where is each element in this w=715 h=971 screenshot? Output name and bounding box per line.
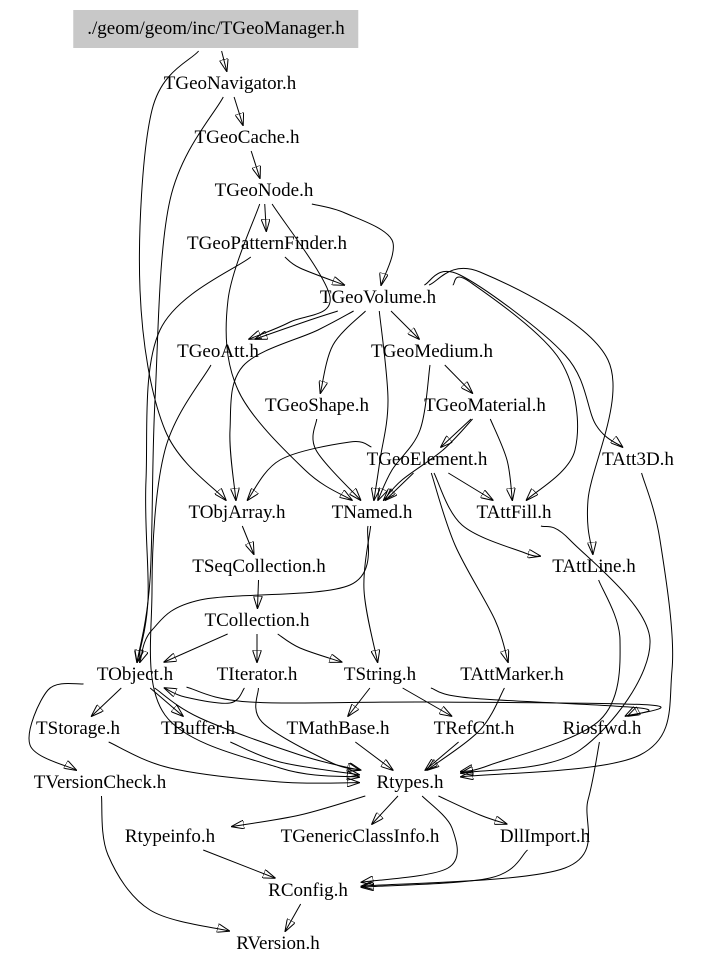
edge-TGeoElement-to-TObjArray bbox=[248, 442, 372, 500]
edge-TNamed-to-TString bbox=[364, 526, 378, 662]
edge-TGeoElement-to-TAttFill bbox=[448, 473, 492, 500]
node-RVersion[interactable]: RVersion.h bbox=[236, 933, 320, 954]
edge-TBuffer-to-Rtypes bbox=[230, 742, 359, 775]
node-TGeoNavigator[interactable]: TGeoNavigator.h bbox=[163, 73, 297, 94]
node-TGeoPatternFinder[interactable]: TGeoPatternFinder.h bbox=[187, 233, 347, 254]
edge-TGeoVolume-to-TNamed bbox=[374, 311, 388, 500]
edge-TGeoNavigator-to-TGeoCache bbox=[234, 97, 243, 125]
node-TIterator[interactable]: TIterator.h bbox=[216, 664, 298, 685]
edge-TSeqCollection-to-TCollection bbox=[257, 580, 258, 608]
node-TGenericClassInfo[interactable]: TGenericClassInfo.h bbox=[280, 826, 440, 847]
edge-TGeoMaterial-to-TAttFill bbox=[490, 419, 512, 500]
edge-Rtypes-to-DllImport bbox=[438, 796, 506, 824]
edge-TObjArray-to-TSeqCollection bbox=[242, 526, 253, 554]
edge-DllImport-to-RConfig bbox=[362, 850, 528, 887]
node-TAttLine[interactable]: TAttLine.h bbox=[552, 556, 636, 577]
edge-TNamed-to-TObject bbox=[140, 526, 369, 662]
node-TGeoVolume[interactable]: TGeoVolume.h bbox=[319, 287, 437, 308]
edge-TGeoElement-to-TNamed bbox=[385, 473, 413, 500]
edge-TGeoMedium-to-TNamed bbox=[378, 365, 430, 500]
node-Rtypes[interactable]: Rtypes.h bbox=[376, 772, 444, 793]
node-TAttMarker[interactable]: TAttMarker.h bbox=[460, 664, 564, 685]
node-TGeoMaterial[interactable]: TGeoMaterial.h bbox=[424, 395, 546, 416]
edge-TGeoManager-to-TGeoNavigator bbox=[222, 51, 227, 71]
edge-TGeoVolume-to-TGeoAtt bbox=[255, 311, 337, 339]
node-TStorage[interactable]: TStorage.h bbox=[36, 718, 120, 739]
edge-TGeoMaterial-to-TGeoElement bbox=[441, 419, 471, 447]
node-TObjArray[interactable]: TObjArray.h bbox=[188, 502, 286, 523]
node-TGeoElement[interactable]: TGeoElement.h bbox=[366, 449, 488, 470]
node-RConfig[interactable]: RConfig.h bbox=[268, 880, 348, 901]
edge-TGeoMedium-to-TGeoMaterial bbox=[445, 365, 472, 393]
node-TBuffer[interactable]: TBuffer.h bbox=[160, 718, 236, 739]
edge-Riosfwd-to-RConfig bbox=[362, 742, 600, 886]
edge-TGeoVolume-to-TGeoMedium bbox=[391, 311, 419, 339]
node-Riosfwd[interactable]: Riosfwd.h bbox=[562, 718, 642, 739]
edge-TIterator-to-TObject bbox=[165, 688, 245, 703]
node-TString[interactable]: TString.h bbox=[343, 664, 417, 685]
edge-TObject-to-TBuffer bbox=[150, 688, 183, 716]
node-TMathBase[interactable]: TMathBase.h bbox=[286, 718, 390, 739]
node-TRefCnt[interactable]: TRefCnt.h bbox=[433, 718, 515, 739]
node-DllImport[interactable]: DllImport.h bbox=[499, 826, 591, 847]
edge-Rtypeinfo-to-RConfig bbox=[203, 850, 275, 878]
edge-TGeoCache-to-TGeoNode bbox=[251, 151, 260, 178]
edge-TMathBase-to-Rtypes bbox=[355, 742, 392, 770]
edge-RConfig-to-RVersion bbox=[285, 904, 300, 931]
edge-Rtypes-to-Rtypeinfo bbox=[232, 796, 365, 827]
node-Rtypeinfo[interactable]: Rtypeinfo.h bbox=[124, 826, 216, 847]
node-TGeoAtt[interactable]: TGeoAtt.h bbox=[177, 341, 259, 362]
edge-TGeoNode-to-TGeoAtt bbox=[249, 204, 330, 339]
edge-TGeoPatternFinder-to-TGeoVolume bbox=[285, 257, 344, 285]
node-TCollection[interactable]: TCollection.h bbox=[204, 610, 310, 631]
edge-TGeoVolume-to-TGeoShape bbox=[320, 311, 365, 393]
node-TSeqCollection[interactable]: TSeqCollection.h bbox=[192, 556, 326, 577]
edge-TVersionCheck-to-RVersion bbox=[101, 796, 229, 931]
node-TObject[interactable]: TObject.h bbox=[96, 664, 174, 685]
node-TVersionCheck[interactable]: TVersionCheck.h bbox=[33, 772, 167, 793]
edge-Rtypes-to-TGenericClassInfo bbox=[372, 796, 398, 824]
node-TAttFill[interactable]: TAttFill.h bbox=[476, 502, 552, 523]
edge-TRefCnt-to-Rtypes bbox=[425, 742, 458, 770]
edge-TGeoManager-to-TObjArray bbox=[139, 51, 225, 500]
edge-TObject-to-TStorage bbox=[92, 688, 122, 716]
node-TNamed[interactable]: TNamed.h bbox=[331, 502, 413, 523]
node-TGeoNode[interactable]: TGeoNode.h bbox=[214, 180, 314, 201]
edge-TCollection-to-TString bbox=[278, 634, 342, 662]
edge-TGeoShape-to-TNamed bbox=[313, 419, 361, 500]
node-TGeoShape[interactable]: TGeoShape.h bbox=[265, 395, 369, 416]
node-TGeoCache[interactable]: TGeoCache.h bbox=[194, 127, 300, 148]
edge-TGeoNode-to-TGeoPatternFinder bbox=[265, 204, 267, 231]
edges bbox=[29, 51, 673, 931]
node-TGeoManager: ./geom/geom/inc/TGeoManager.h bbox=[73, 10, 358, 48]
node-TAtt3D[interactable]: TAtt3D.h bbox=[602, 449, 674, 470]
edge-TCollection-to-TObject bbox=[164, 634, 227, 662]
node-TGeoMedium[interactable]: TGeoMedium.h bbox=[371, 341, 493, 362]
